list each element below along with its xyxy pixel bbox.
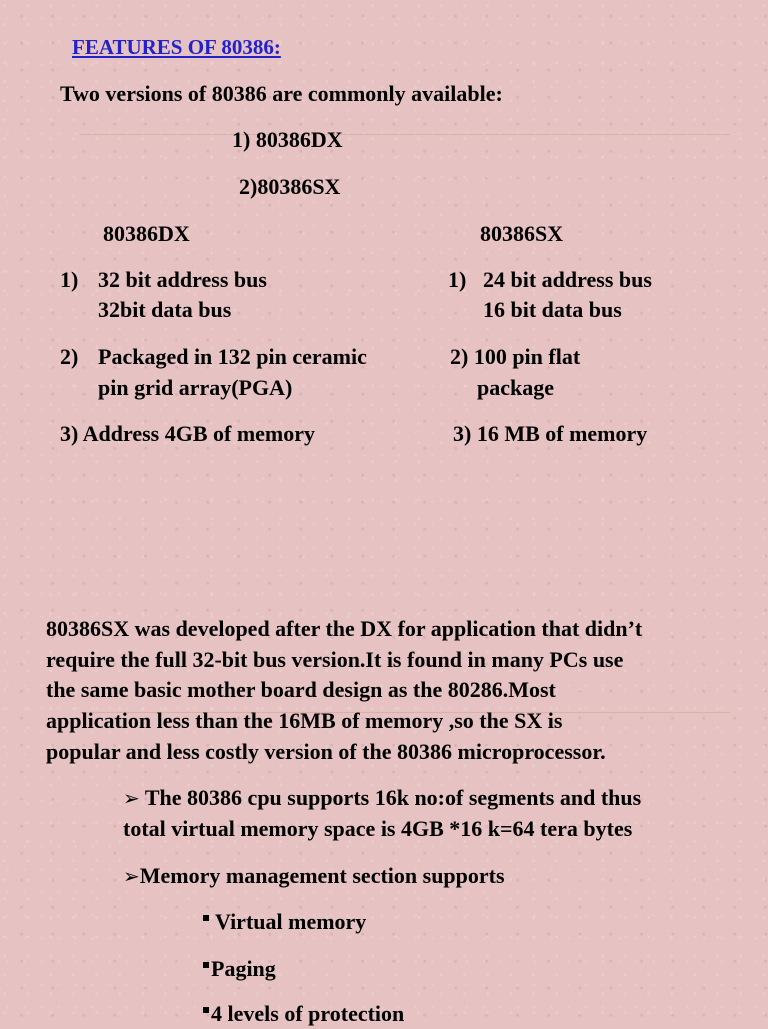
arrow-bullet-2-text: Memory management section supports: [139, 863, 505, 888]
dx-item1-number: 1): [60, 267, 79, 292]
arrow-bullet-1: [123, 783, 641, 813]
paragraph-line: popular and less costly version of the 80386 microprocessor.: [46, 739, 606, 764]
paragraph-line: require the full 32-bit bus version.It is found in many PCs use: [46, 647, 624, 672]
sub-bullet-text: 4 levels of protection: [211, 1001, 405, 1026]
arrow-bullet-icon: ➢: [123, 864, 140, 888]
arrow-bullet-icon: ➢: [123, 786, 140, 810]
sub-bullet-text: Paging: [211, 956, 276, 981]
sx-item1-line1: 24 bit address bus: [483, 267, 652, 292]
dx-item3: 3) Address 4GB of memory: [60, 421, 316, 446]
arrow-bullet-1-continuation: total virtual memory space is 4GB *16 k=64 tera bytes: [123, 816, 633, 841]
sx-item2-line2: package: [477, 375, 554, 400]
sx-column-header: 80386SX: [480, 221, 564, 246]
paragraph-line: 80386SX was developed after the DX for application that didn’t: [46, 616, 643, 641]
version-dx: 1) 80386DX: [232, 127, 343, 152]
dx-item1-line2: 32bit data bus: [98, 297, 232, 322]
sub-bullet-virtual-memory: [203, 907, 366, 937]
sub-bullet-protection: [203, 999, 404, 1029]
dx-item1-line1: 32 bit address bus: [98, 267, 267, 292]
sx-item3: 3) 16 MB of memory: [453, 421, 648, 446]
paragraph-line: application less than the 16MB of memory ,so the SX is: [46, 708, 563, 733]
square-bullet-icon: [203, 962, 209, 968]
intro-text: Two versions of 80386 are commonly available:: [60, 81, 503, 106]
sub-bullet-paging: [203, 954, 276, 984]
sx-item1-line2: 16 bit data bus: [483, 297, 622, 322]
decorative-rule: [80, 134, 730, 135]
version-sx: 2)80386SX: [239, 174, 341, 199]
sub-bullet-text: Virtual memory: [215, 909, 367, 934]
dx-item2-line2: pin grid array(PGA): [98, 375, 293, 400]
square-bullet-icon: [203, 915, 209, 921]
dx-item2-number: 2): [60, 344, 79, 369]
sx-item2-line1: 2) 100 pin flat: [450, 344, 581, 369]
dx-item2-line1: Packaged in 132 pin ceramic: [98, 344, 367, 369]
dx-column-header: 80386DX: [103, 221, 190, 246]
square-bullet-icon: [203, 1007, 209, 1013]
arrow-bullet-1-text: The 80386 cpu supports 16k no:of segments and thus: [144, 785, 642, 810]
paragraph-line: the same basic mother board design as the 80286.Most: [46, 677, 556, 702]
sx-item1-number: 1): [448, 267, 467, 292]
page-heading: FEATURES OF 80386:: [72, 35, 281, 59]
arrow-bullet-2: [123, 861, 505, 891]
